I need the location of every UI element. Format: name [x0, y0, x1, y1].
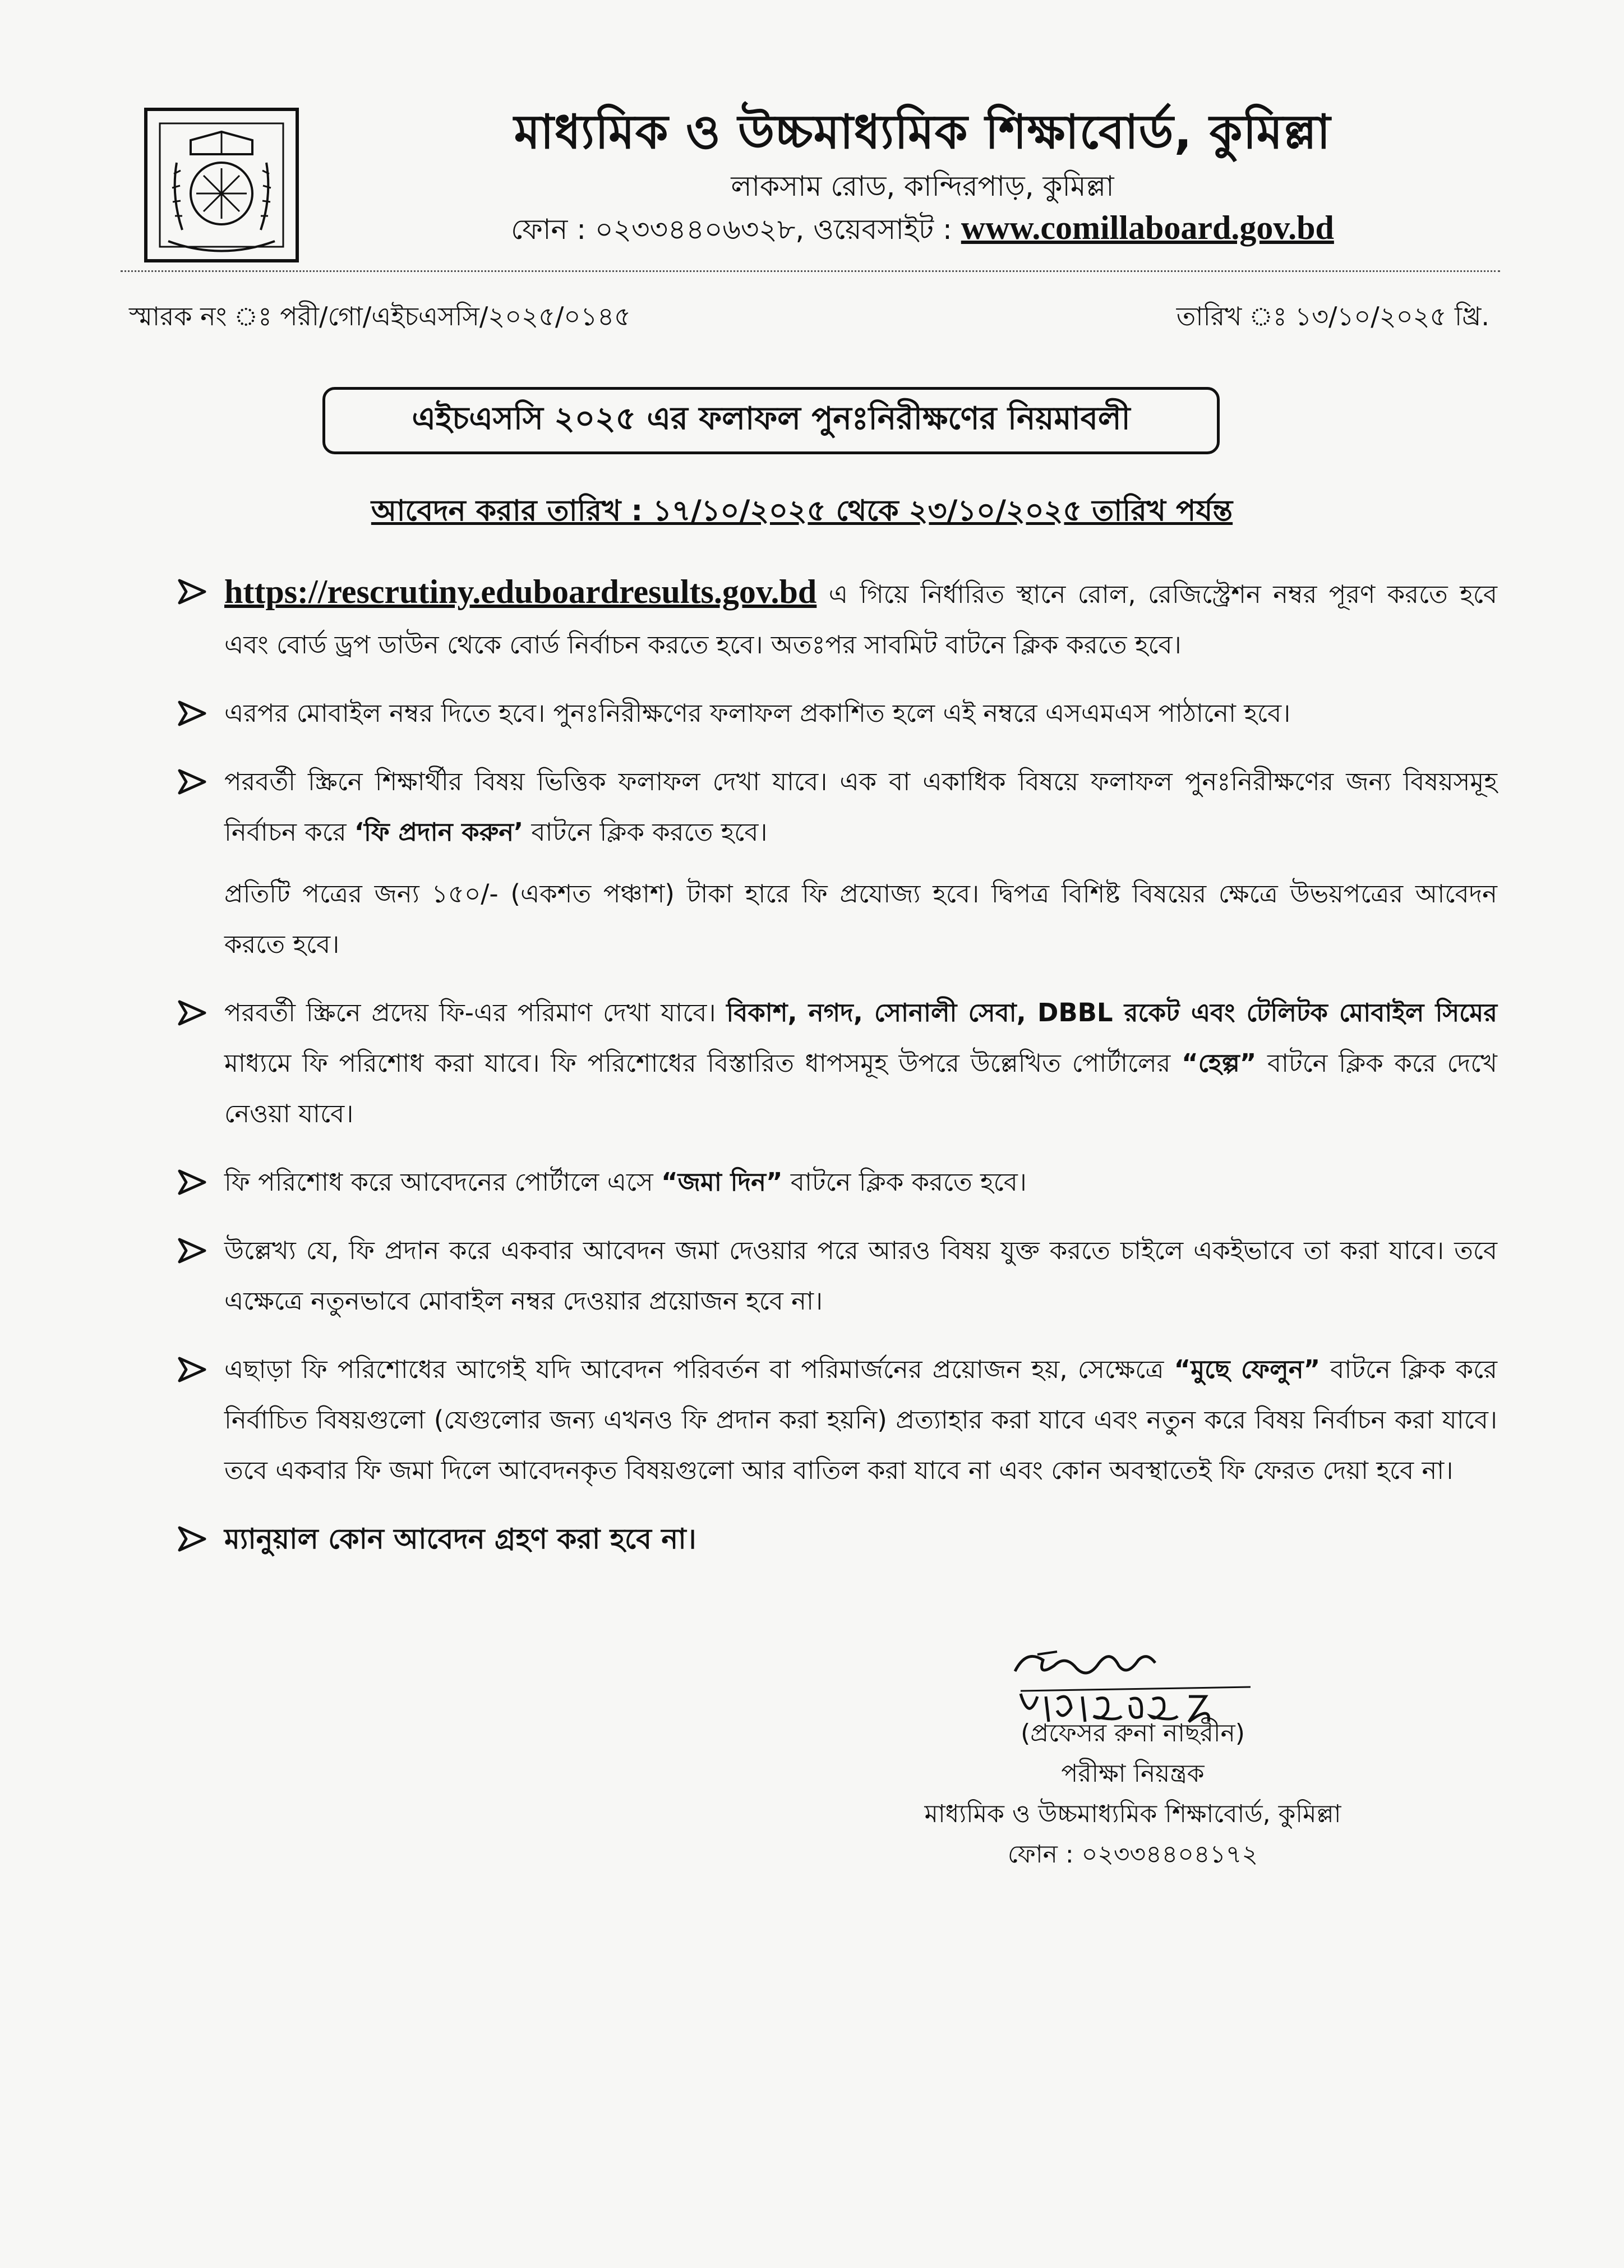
list-item: পরবর্তী স্ক্রিনে প্রদেয় ফি-এর পরিমাণ দেখা যাবে। বিকাশ, নগদ, সোনালী সেবা, DBBL রকেট এবং টেলিটক মোবাইল সিমের মাধ্যমে ফি পরিশোধ করা যাবে। ফি পরিশোধের বিস্তারিত ধাপসমূহ উপরে উল্লেখিত পোর্টালের “হেল্প” বাটনে ক্লিক করে দেখে নেওয়া যাবে।	[174, 988, 1497, 1139]
instruction-list	[174, 566, 1497, 1582]
help-button-label: “হেল্প”	[1182, 1048, 1257, 1078]
memo-reference: স্মারক নং ঃ পরী/গো/এইচএসসি/২০২৫/০১৪৫	[129, 301, 631, 331]
submit-button-label: “জমা দিন”	[661, 1167, 783, 1197]
list-item: উল্লেখ্য যে, ফি প্রদান করে একবার আবেদন জমা দেওয়ার পরে আরও বিষয় যুক্ত করতে চাইলে একইভাবে তা করা যাবে। তবে এক্ষেত্রে নতুনভাবে মোবাইল নম্বর দেওয়ার প্রয়োজন হবে না।	[174, 1225, 1497, 1326]
memo-date: তারিখ ঃ ১৩/১০/২০২৫ খ্রি.	[1176, 301, 1489, 331]
rescrutiny-link[interactable]: https://rescrutiny.eduboardresults.gov.bd	[224, 573, 817, 610]
fee-note: প্রতিটি পত্রের জন্য ১৫০/- (একশত পঞ্চাশ) টাকা হারে ফি প্রযোজ্য হবে। দ্বিপত্র বিশিষ্ট বিষয়ের ক্ষেত্রে উভয়পত্রের আবেদন করতে হবে।	[224, 879, 1497, 959]
board-address: লাকসাম রোড, কান্দিরপাড়, কুমিল্লা	[731, 170, 1114, 202]
signatory-name: (প্রফেসর রুনা নাছরীন)	[1021, 1719, 1245, 1748]
arrow-bullet-icon	[174, 1344, 213, 1395]
arrow-bullet-icon	[174, 988, 213, 1038]
arrow-bullet-icon	[174, 688, 213, 739]
apply-period: আবেদন করার তারিখ : ১৭/১০/২০২৫ থেকে ২৩/১০/২০২৫ তারিখ পর্যন্ত	[371, 494, 1233, 528]
arrow-bullet-icon	[174, 566, 213, 617]
header-divider	[121, 270, 1500, 272]
delete-button-label: “মুছে ফেলুন”	[1174, 1354, 1321, 1384]
fee-button-label: ‘ফি প্রদান করুন’	[354, 817, 524, 847]
board-name: মাধ্যমিক ও উচ্চমাধ্যমিক শিক্ষাবোর্ড, কুমিল্লা	[514, 104, 1331, 159]
list-item: এছাড়া ফি পরিশোধের আগেই যদি আবেদন পরিবর্তন বা পরিমার্জনের প্রয়োজন হয়, সেক্ষেত্রে “মুছে ফেলুন” বাটনে ক্লিক করে নির্বাচিত বিষয়গুলো (যেগুলোর জন্য এখনও ফি প্রদান করা হয়নি) প্রত্যাহার করা যাবে এবং নতুন করে বিষয় নির্বাচন করা যাবে। তবে একবার ফি জমা দিলে আবেদনকৃত বিষয়গুলো আর বাতিল করা যাবে না এবং কোন অবস্থাতেই ফি ফেরত দেয়া হবে না।	[174, 1344, 1497, 1496]
list-item: এরপর মোবাইল নম্বর দিতে হবে। পুনঃনিরীক্ষণের ফলাফল প্রকাশিত হলে এই নম্বরে এসএমএস পাঠানো হবে।	[174, 688, 1497, 739]
board-seal-icon	[137, 101, 306, 269]
signatory-office: মাধ্যমিক ও উচ্চমাধ্যমিক শিক্ষাবোর্ড, কুমিল্লা	[924, 1800, 1341, 1828]
website-link[interactable]: www.comillaboard.gov.bd	[961, 209, 1334, 246]
signatory-phone: ফোন : ০২৩৩৪৪০৪১৭২	[1007, 1840, 1258, 1869]
signature-block	[858, 1713, 1408, 1875]
list-item: ফি পরিশোধ করে আবেদনের পোর্টালে এসে “জমা দিন” বাটনে ক্লিক করতে হবে।	[174, 1157, 1497, 1207]
arrow-bullet-icon	[174, 1514, 213, 1564]
list-item: ম্যানুয়াল কোন আবেদন গ্রহণ করা হবে না।	[174, 1514, 1497, 1564]
board-contact	[348, 209, 1497, 255]
arrow-bullet-icon	[174, 1225, 213, 1276]
notice-title-text: এইচএসসি ২০২৫ এর ফলাফল পুনঃনিরীক্ষণের নিয়মাবলী	[412, 400, 1131, 437]
list-item: https://rescrutiny.eduboardresults.gov.bd এ গিয়ে নির্ধারিত স্থানে রোল, রেজিস্ট্রেশন নম্বর পূরণ করতে হবে এবং বোর্ড ড্রপ ডাউন থেকে বোর্ড নির্বাচন করতে হবে। অতঃপর সাবমিট বাটনে ক্লিক করতে হবে।	[174, 566, 1497, 670]
list-item: পরবর্তী স্ক্রিনে শিক্ষার্থীর বিষয় ভিত্তিক ফলাফল দেখা যাবে। এক বা একাধিক বিষয়ে ফলাফল পুনঃনিরীক্ষণের জন্য বিষয়সমূহ নির্বাচন করে ‘ফি প্রদান করুন’ বাটনে ক্লিক করতে হবে।	[174, 757, 1497, 858]
payment-methods: বিকাশ, নগদ, সোনালী সেবা, DBBL রকেট এবং টেলিটক মোবাইল সিমের	[726, 998, 1497, 1027]
arrow-bullet-icon	[174, 1157, 213, 1207]
phone-label: ফোন : ০২৩৩৪৪০৬৩২৮, ওয়েবসাইট :	[511, 213, 952, 246]
arrow-bullet-icon	[174, 757, 213, 807]
signatory-designation: পরীক্ষা নিয়ন্ত্রক	[1061, 1759, 1205, 1788]
notice-title	[322, 387, 1220, 454]
